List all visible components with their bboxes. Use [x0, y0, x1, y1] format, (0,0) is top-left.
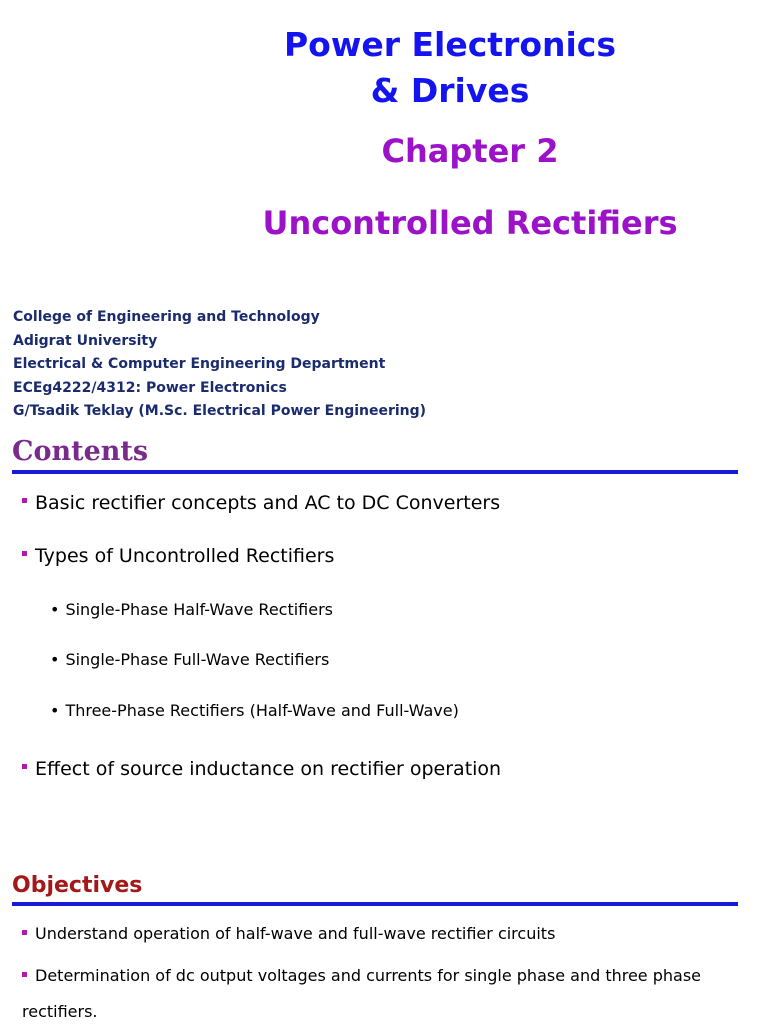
chapter-label: Chapter 2 — [381, 132, 559, 170]
square-bullet-icon — [22, 764, 27, 769]
objectives-item — [22, 958, 747, 1030]
objectives-item-text: Determination of dc output voltages and currents for single phase and three phase rectifiers. — [22, 966, 702, 1021]
info-university: Adigrat University — [13, 332, 158, 349]
info-department: Electrical & Computer Engineering Department — [13, 356, 386, 372]
contents-item-text: Effect of source inductance on rectifier operation — [35, 758, 502, 780]
dot-bullet-icon: • — [50, 701, 60, 720]
info-course: ECEg4222/4312: Power Electronics — [13, 379, 287, 396]
contents-subitem — [50, 650, 329, 669]
contents-item-text: Types of Uncontrolled Rectifiers — [35, 545, 335, 567]
objectives-divider — [12, 902, 738, 906]
square-bullet-icon — [22, 551, 27, 556]
contents-subitem — [50, 600, 333, 619]
author-info — [13, 306, 426, 424]
objectives-item — [22, 916, 747, 952]
objectives-heading: Objectives — [12, 873, 143, 898]
contents-subitem-text: Single-Phase Half-Wave Rectifiers — [65, 600, 334, 619]
chapter-subtitle: Uncontrolled Rectifiers — [262, 204, 678, 242]
course-title-line-2: & Drives — [370, 71, 530, 110]
square-bullet-icon — [22, 498, 27, 503]
course-title-line-1: Power Electronics — [283, 25, 616, 64]
contents-subitem-text: Three-Phase Rectifiers (Half-Wave and Full-Wave) — [65, 701, 459, 720]
dot-bullet-icon: • — [50, 650, 60, 669]
dot-bullet-icon: • — [50, 600, 60, 619]
contents-heading: Contents — [12, 436, 149, 467]
info-college: College of Engineering and Technology — [13, 309, 320, 325]
square-bullet-icon — [22, 930, 27, 935]
info-instructor: G/Tsadik Teklay (M.Sc. Electrical Power Engineering) — [13, 403, 427, 419]
contents-item — [22, 545, 334, 567]
contents-divider — [12, 470, 738, 474]
contents-subitem — [50, 701, 459, 720]
contents-item-text: Basic rectifier concepts and AC to DC Converters — [35, 492, 501, 514]
contents-item — [22, 758, 501, 780]
contents-item — [22, 492, 500, 514]
square-bullet-icon — [22, 972, 27, 977]
objectives-item-text: Understand operation of half-wave and full-wave rectifier circuits — [35, 924, 556, 943]
contents-subitem-text: Single-Phase Full-Wave Rectifiers — [65, 650, 330, 669]
